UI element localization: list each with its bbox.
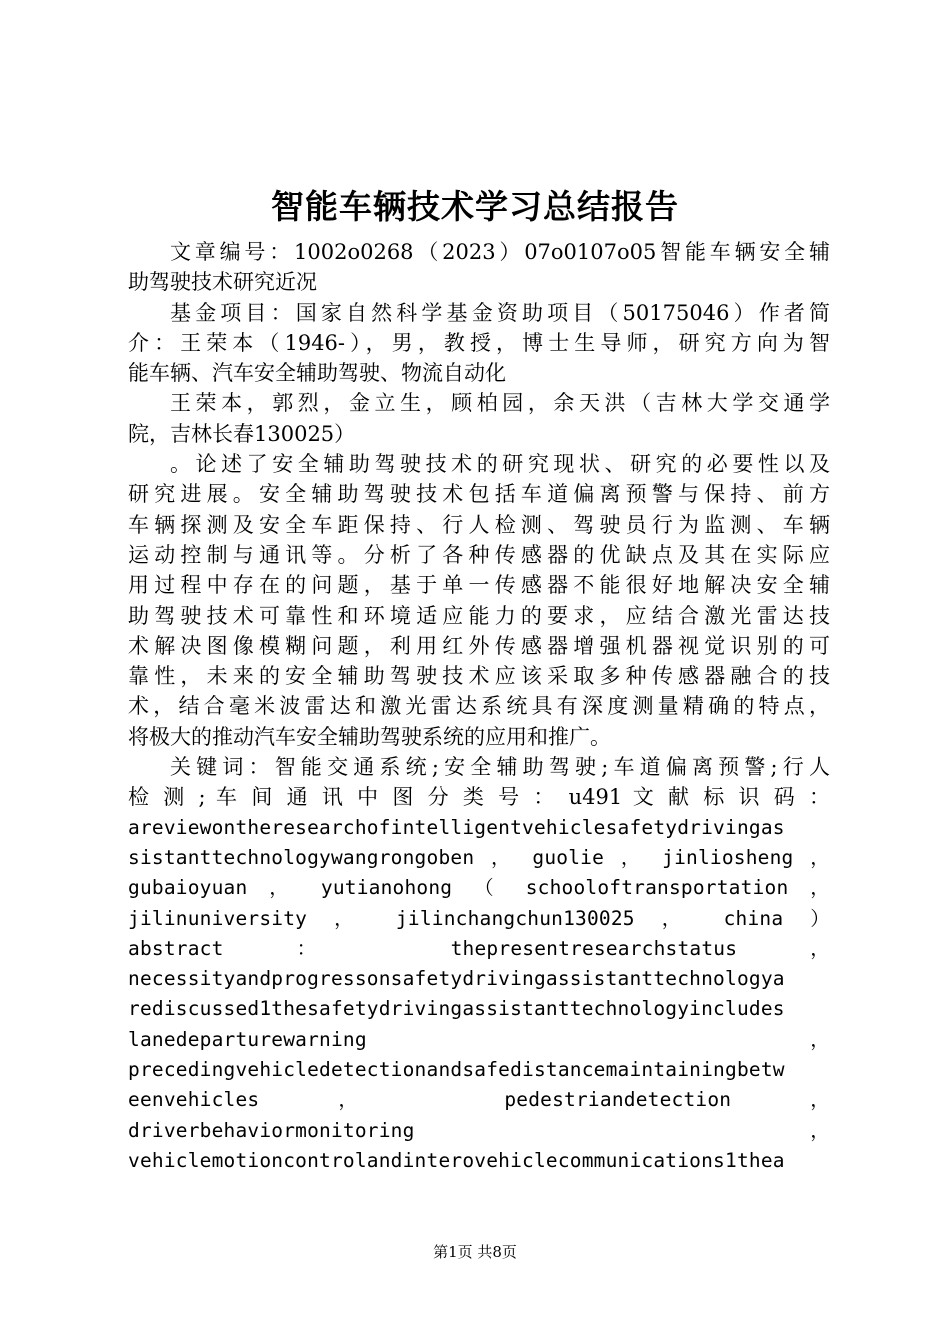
text-line: abstract ： thepresentresearchstatus ， (128, 936, 830, 960)
text-line: 院，吉林长春130025） (128, 421, 356, 446)
document-body (128, 237, 830, 1176)
text-line: areviewontheresearchofintelligentvehiclesafetydrivingas (128, 815, 785, 839)
text-line: gubaioyuan ， yutianohong （ schooloftransportation ， (128, 876, 830, 900)
text-line: 基金项目：国家自然科学基金资助项目（50175046）作者简 (170, 300, 830, 325)
text-line: 研究进展。安全辅助驾驶技术包括车道偏离预警与保持、前方 (128, 482, 830, 507)
text-line: 术解决图像模糊问题，利用红外传感器增强机器视觉识别的可 (128, 633, 830, 658)
text-line: 介：王荣本（1946-），男，教授，博士生导师，研究方向为智 (128, 330, 830, 355)
text-line: 关键词：智能交通系统;安全辅助驾驶;车道偏离预警;行人 (170, 755, 830, 780)
text-line: driverbehaviormonitoring ， (128, 1118, 830, 1142)
text-line: 。论述了安全辅助驾驶技术的研究现状、研究的必要性以及 (170, 452, 830, 477)
page-footer: 第1页 共8页 (433, 1243, 517, 1261)
text-line: 助驾驶技术可靠性和环境适应能力的要求，应结合激光雷达技 (128, 603, 830, 628)
text-line: vehiclemotioncontrolandinterovehiclecommunications1thea (128, 1148, 785, 1172)
text-line: precedingvehicledetectionandsafedistancemaintainingbetw (128, 1058, 785, 1082)
text-line: jilinuniversity ， jilinchangchun130025 ， china ） (128, 906, 830, 930)
text-line: 车辆探测及安全车距保持、行人检测、驾驶员行为监测、车辆 (128, 512, 830, 537)
document-title: 智能车辆技术学习总结报告 (271, 187, 679, 226)
text-line: sistanttechnologywangrongoben ， guolie ， jinliosheng ， (128, 845, 830, 869)
text-line: 用过程中存在的问题，基于单一传感器不能很好地解决安全辅 (128, 573, 830, 598)
text-line: 术，结合毫米波雷达和激光雷达系统具有深度测量精确的特点， (128, 694, 830, 719)
text-line: 能车辆、汽车安全辅助驾驶、物流自动化 (128, 361, 506, 386)
text-line: 助驾驶技术研究近况 (128, 270, 317, 295)
text-line: 王荣本，郭烈，金立生，顾柏园，余天洪（吉林大学交通学 (170, 391, 830, 416)
text-line: 运动控制与通讯等。分析了各种传感器的优缺点及其在实际应 (128, 542, 830, 567)
text-line: eenvehicles ， pedestriandetection ， (128, 1088, 830, 1112)
text-line: 文章编号：1002o0268（2023）07o0107o05智能车辆安全辅 (170, 240, 830, 264)
text-line: 将极大的推动汽车安全辅助驾驶系统的应用和推广。 (128, 724, 611, 749)
text-line: lanedeparturewarning ， (128, 1027, 830, 1051)
text-line: 靠性，未来的安全辅助驾驶技术应该采取多种传感器融合的技 (128, 664, 830, 689)
text-line: necessityandprogressonsafetydrivingassistanttechnologya (128, 967, 785, 991)
text-line: 检 测 ; 车 间 通 讯 中 图 分 类 号 ： u491 文 献 标 识 码 ： (128, 785, 830, 810)
text-line: rediscussed1thesafetydrivingassistanttechnologyincludes (128, 997, 785, 1021)
